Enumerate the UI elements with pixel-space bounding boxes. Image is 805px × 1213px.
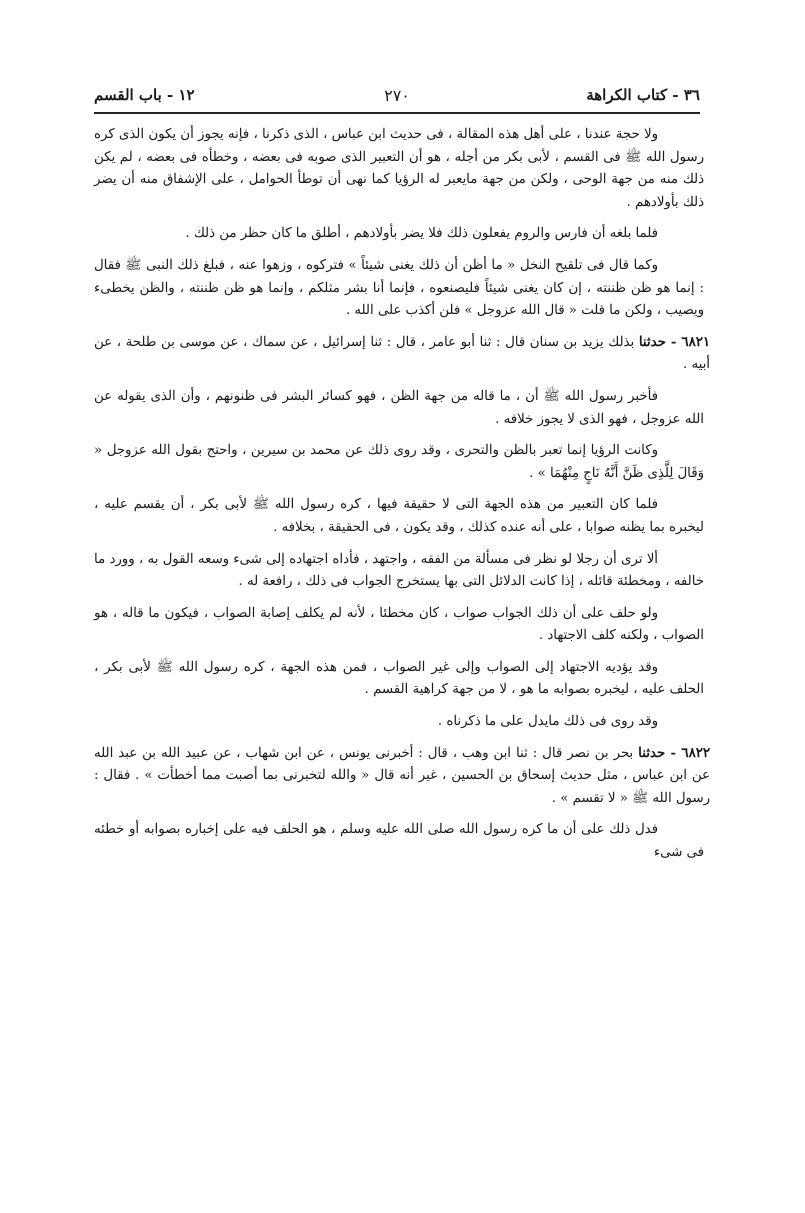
chapter-title: ٣٦ - كتاب الكراهة <box>586 86 700 104</box>
section-title: ١٢ - باب القسم <box>94 86 195 104</box>
paragraph: وقد روى فى ذلك مايدل على ما ذكرناه . <box>437 714 658 730</box>
hadith-paragraph: ٦٨٢١ - حدثنا بذلك يزيد بن سنان قال : ثنا أبو عامر ، قال : ثنا إسرائيل ، عن سماك ، عن موسى بن طلحة ، عن أبيه . <box>94 334 710 373</box>
page-number: ٢٧٠ <box>384 86 410 105</box>
paragraph: ولا حجة عندنا ، على أهل هذه المقالة ، فى حديث ابن عباس ، الذى ذكرنا ، فإنه يجوز أن يكون الذى كره رسول الله ﷺ فى القسم ، لأبى بكر من أجله ، هو أن التعبير الذى صوبه فى بعضه ، وخطأه فى بعضه ، لم يكن ذلك منه من جهة الوحى ، ولكن من جهة مايعبر له الرؤيا كما نهى أن توطأ الحوامل ، على الإشفاق منه أن يضر ذلك بأولادهم . <box>94 127 704 210</box>
page-body <box>94 124 710 874</box>
paragraph: فأخبر رسول الله ﷺ أن ، ما قاله من جهة الظن ، فهو كسائر البشر فى ظنونهم ، وأن الذى يقوله عن الله عزوجل ، فهو الذى لا يجوز خلافه . <box>94 388 704 427</box>
paragraph: ألا ترى أن رجلا لو نظر فى مسألة من الفقه ، واجتهد ، فأداه اجتهاده إلى شىء وسعه القول به ، وورد ما خالفه ، ومخطئة قائله ، إذا كانت الدلائل التى بها يستخرج الجواب فى ذلك ، رافعة له . <box>94 551 704 590</box>
header-rule <box>94 112 700 114</box>
hadith-number: ٦٨٢١ - حدثنا <box>638 334 710 350</box>
hadith-paragraph: ٦٨٢٢ - حدثنا بحر بن نصر قال : ثنا ابن وهب ، قال : أخبرنى يونس ، عن ابن شهاب ، عن عبيد الله بن عبد الله عن ابن عباس ، مثل حديث إسحاق بن الحسين ، غير أنه قال « والله لتخبرنى بما أصبت مما أخطأت » . فقال : رسول الله ﷺ « لا تقسم » . <box>94 745 710 806</box>
page-header <box>94 86 700 108</box>
paragraph: ولو حلف على أن ذلك الجواب صواب ، كان مخطئا ، لأنه لم يكلف إصابة الصواب ، فيكون ما قاله ، هو الصواب ، ولكنه كلف الاجتهاد . <box>94 605 704 644</box>
paragraph: فلما بلغه أن فارس والروم يفعلون ذلك فلا يضر بأولادهم ، أطلق ما كان حظر من ذلك . <box>185 226 658 242</box>
paragraph: وكما قال فى تلقيح النخل « ما أظن أن ذلك يغنى شيئاً » فتركوه ، وزهوا عنه ، فبلغ ذلك النبى ﷺ فقال : إنما هو ظن ظننته ، إن كان يغنى شيئاً فليصنعوه ، فإنما أنا بشر مثلكم ، وإنما هو ظن ظننته ، والظن يخطىء ويصيب ، ولكن ما قلت « قال الله عزوجل » فلن أكذب على الله . <box>94 257 704 319</box>
paragraph: فلما كان التعبير من هذه الجهة التى لا حقيقة فيها ، كره رسول الله ﷺ لأبى بكر ، أن يقسم عليه ، ليخبره بما يظنه صوابا ، على أنه عنده كذلك ، وقد يكون ، فى الحقيقة ، بخلافه . <box>94 497 704 535</box>
paragraph: وكانت الرؤيا إنما تعبر بالظن والتحرى ، وقد روى ذلك عن محمد بن سيرين ، واحتج بقول الله عزوجل « وَقَالَ لِلَّذِى ظَنَّ أَنَّهُ نَاجٍ مِنْهُمَا » . <box>94 443 704 481</box>
paragraph: وقد يؤديه الاجتهاد إلى الصواب وإلى غير الصواب ، فمن هذه الجهة ، كره رسول الله ﷺ لأبى بكر ، الحلف عليه ، ليخبره بصوابه ما هو ، لا من جهة كراهية القسم . <box>94 659 704 698</box>
paragraph: فدل ذلك على أن ما كره رسول الله صلى الله عليه وسلم ، هو الحلف فيه على إخباره بصوابه أو خطئه فى شىء <box>94 822 704 861</box>
hadith-number: ٦٨٢٢ - حدثنا <box>638 745 710 761</box>
